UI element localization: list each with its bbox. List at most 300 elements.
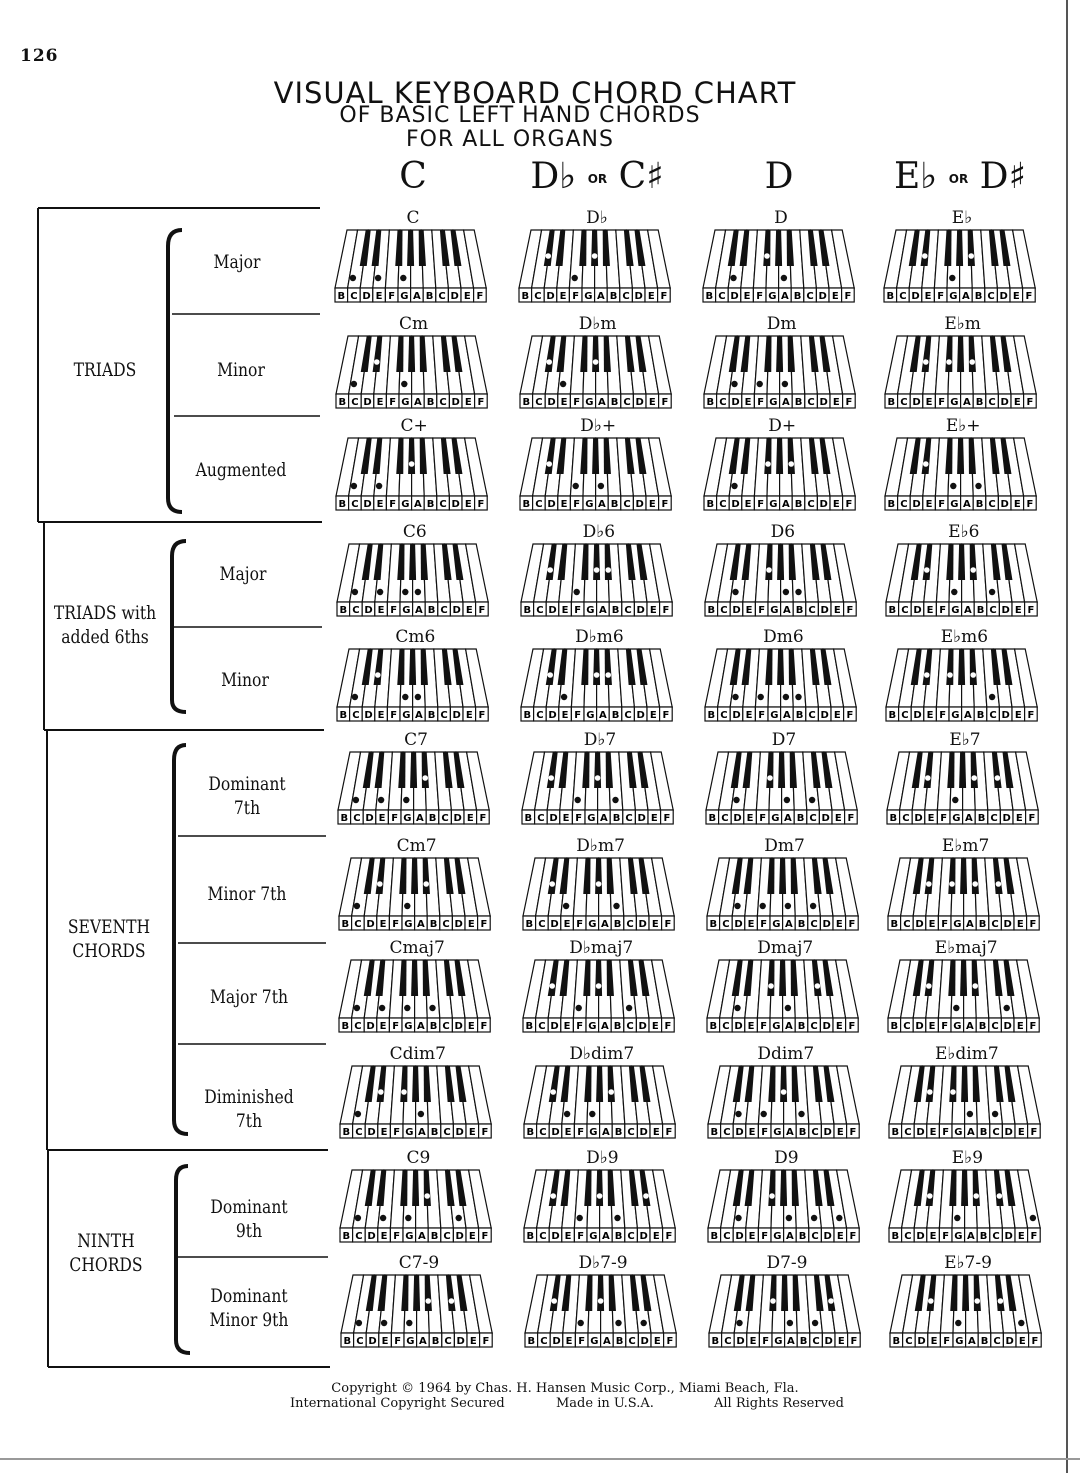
key-letter: A — [781, 397, 790, 408]
key-letter: B — [890, 1021, 899, 1032]
chord-name: E♭maj7 — [934, 938, 998, 958]
black-key — [958, 649, 965, 685]
key-letter: C — [905, 1336, 913, 1347]
key-letter: E — [376, 499, 384, 510]
key-letter: F — [758, 605, 765, 616]
key-letter: F — [574, 605, 581, 616]
key-letter: G — [401, 605, 411, 616]
key-letter: E — [831, 291, 839, 302]
row-label-diminished-7th: Diminished 7th — [204, 1086, 294, 1132]
key-letter: D — [362, 291, 371, 302]
chord-name: E♭m — [944, 314, 981, 334]
key-letter: B — [977, 813, 986, 824]
key-letter: B — [610, 397, 618, 408]
key-letter: B — [524, 813, 533, 824]
black-key — [597, 1275, 604, 1311]
key-letter: G — [588, 1127, 598, 1138]
note-marker — [576, 1005, 582, 1011]
key-letter: B — [977, 710, 985, 721]
chord-diagram — [706, 1148, 866, 1248]
chord-name: C9 — [406, 1148, 431, 1168]
key-letter: A — [419, 1336, 427, 1347]
key-letter: F — [388, 291, 396, 302]
note-marker — [756, 381, 762, 387]
key-letter: E — [564, 1127, 572, 1138]
key-letter: B — [706, 397, 714, 408]
key-letter: D — [548, 605, 557, 616]
key-letter: D — [912, 499, 921, 510]
note-marker — [351, 589, 357, 595]
chord-diagram — [884, 627, 1044, 727]
note-marker — [594, 567, 600, 573]
key-letter: F — [578, 1336, 586, 1347]
chord-name: D♭dim7 — [569, 1044, 635, 1064]
key-letter: E — [379, 1021, 387, 1032]
key-letter: D — [914, 919, 924, 930]
key-letter: E — [1015, 710, 1023, 721]
key-letter: E — [928, 1021, 936, 1032]
key-letter: D — [639, 1231, 649, 1242]
key-letter: E — [465, 605, 473, 616]
note-marker — [927, 1193, 933, 1199]
key-letter: C — [989, 710, 998, 721]
note-marker — [605, 567, 611, 573]
note-marker — [734, 1005, 740, 1011]
key-letter: A — [417, 1021, 425, 1032]
note-marker — [354, 1005, 360, 1011]
note-marker — [926, 983, 932, 989]
key-letter: D — [636, 710, 646, 721]
keyboard-icon — [882, 228, 1042, 308]
note-marker — [787, 1320, 793, 1326]
key-letter: D — [455, 1127, 464, 1138]
keyboard-icon — [339, 1273, 499, 1353]
keyboard-icon — [522, 1064, 682, 1144]
note-marker — [375, 672, 381, 678]
key-letter: B — [797, 919, 805, 930]
key-letter: C — [810, 919, 818, 930]
key-letter: E — [837, 1336, 845, 1347]
key-letter: F — [1030, 1127, 1038, 1138]
key-letter: C — [439, 499, 447, 510]
key-letter: G — [402, 710, 411, 721]
note-marker — [1030, 1215, 1036, 1221]
chord-diagram — [334, 416, 494, 516]
key-letter: B — [980, 1231, 988, 1242]
note-marker — [352, 694, 358, 700]
black-key — [596, 1170, 603, 1206]
key-letter: A — [962, 291, 970, 302]
chord-diagram — [335, 627, 495, 727]
note-marker — [950, 483, 956, 489]
note-marker — [575, 797, 581, 803]
note-marker — [809, 797, 815, 803]
key-letter: D — [818, 291, 827, 302]
note-marker — [730, 275, 736, 281]
chord-name: C7-9 — [398, 1253, 440, 1273]
key-letter: B — [338, 499, 347, 510]
key-letter: B — [975, 397, 983, 408]
key-letter: F — [937, 291, 945, 302]
key-letter: F — [1030, 1231, 1038, 1242]
note-marker — [733, 797, 739, 803]
key-letter: F — [846, 605, 854, 616]
key-main: D — [764, 156, 794, 197]
key-letter: C — [899, 397, 908, 408]
key-letter: C — [723, 1231, 731, 1242]
key-letter: A — [968, 1336, 976, 1347]
note-marker — [417, 1111, 423, 1117]
note-marker — [815, 983, 821, 989]
key-letter: B — [430, 1127, 439, 1138]
key-letter: E — [930, 1231, 937, 1242]
note-marker — [572, 275, 578, 281]
chord-name: D♭7 — [583, 730, 617, 750]
key-letter: D — [911, 291, 920, 302]
key-letter: D — [823, 1127, 832, 1138]
key-alt: D♯ — [979, 156, 1026, 197]
key-letter: C — [356, 1336, 364, 1347]
keyboard-icon — [887, 1168, 1047, 1248]
key-letter: B — [427, 605, 436, 616]
note-marker — [564, 1111, 570, 1117]
note-marker — [559, 381, 565, 387]
key-letter: B — [710, 1231, 719, 1242]
key-letter: G — [950, 605, 960, 616]
key-letter: D — [453, 813, 462, 824]
key-letter: C — [627, 1231, 636, 1242]
key-letter: B — [887, 397, 895, 408]
black-key — [779, 858, 786, 894]
note-marker — [924, 672, 930, 678]
keyboard-icon — [337, 856, 497, 936]
key-letter: E — [562, 813, 570, 824]
black-key — [775, 230, 782, 266]
group-label-ninth: NINTH CHORDS — [69, 1230, 143, 1276]
key-letter: E — [1013, 397, 1021, 408]
chord-name: C+ — [400, 416, 428, 436]
black-key — [595, 858, 602, 894]
key-letter: F — [759, 813, 767, 824]
note-marker — [736, 1215, 742, 1221]
note-marker — [969, 359, 975, 365]
key-letter: B — [889, 813, 898, 824]
key-letter: C — [992, 1231, 1001, 1242]
black-key — [778, 752, 785, 788]
key-letter: F — [389, 499, 397, 510]
chord-diagram — [883, 416, 1043, 516]
key-letter: A — [784, 813, 792, 824]
key-letter: B — [426, 397, 434, 408]
key-letter: B — [613, 919, 621, 930]
chord-diagram — [705, 938, 865, 1038]
key-letter: D — [1004, 1127, 1013, 1138]
key-letter: D — [1003, 919, 1012, 930]
key-letter: B — [428, 710, 436, 721]
note-marker — [374, 359, 380, 365]
key-letter: C — [355, 1231, 363, 1242]
key-letter: F — [391, 813, 399, 824]
keyboard-icon — [333, 228, 493, 308]
key-letter: B — [342, 1127, 350, 1138]
key-letter: A — [785, 1021, 793, 1032]
note-marker — [380, 1215, 386, 1221]
key-letter: G — [584, 397, 594, 408]
note-marker — [759, 903, 765, 909]
key-letter: C — [624, 710, 633, 721]
key-letter: G — [774, 1336, 783, 1347]
key-letter: E — [469, 1231, 477, 1242]
key-letter: B — [888, 605, 896, 616]
key-letter: C — [539, 1231, 547, 1242]
key-letter: D — [548, 710, 558, 721]
key-letter: E — [560, 499, 568, 510]
keyboard-icon — [705, 958, 865, 1038]
key-letter: A — [783, 710, 792, 721]
page-subtitle-2: FOR ALL ORGANS — [406, 127, 614, 152]
key-letter: F — [574, 710, 582, 721]
key-letter: C — [626, 919, 634, 930]
key-letter: F — [662, 605, 670, 616]
note-marker — [353, 797, 359, 803]
black-key — [595, 960, 602, 996]
key-letter: B — [339, 710, 348, 721]
key-letter: B — [980, 1336, 989, 1347]
note-marker — [789, 461, 795, 467]
key-letter: C — [353, 919, 362, 930]
chord-diagram — [882, 208, 1042, 308]
chord-diagram — [517, 208, 677, 308]
note-marker — [1004, 1005, 1010, 1011]
chord-name: E♭+ — [945, 416, 981, 436]
keyboard-icon — [335, 542, 495, 622]
note-marker — [783, 694, 789, 700]
note-marker — [409, 461, 415, 467]
note-marker — [735, 1111, 741, 1117]
key-letter: G — [955, 1336, 964, 1347]
key-letter: F — [390, 605, 397, 616]
key-letter: D — [914, 813, 923, 824]
made-in: Made in U.S.A. — [556, 1396, 654, 1411]
note-marker — [927, 1089, 933, 1095]
key-letter: A — [785, 1127, 794, 1138]
key-letter: E — [565, 1231, 572, 1242]
key-letter: C — [902, 813, 910, 824]
chord-diagram — [519, 522, 679, 622]
key-letter: E — [745, 605, 753, 616]
black-key — [412, 1170, 419, 1206]
key-letter: D — [547, 499, 556, 510]
key-letter: B — [793, 291, 802, 302]
key-letter: F — [481, 1127, 489, 1138]
chord-name: D♭6 — [582, 522, 616, 542]
key-letter: D — [730, 291, 739, 302]
key-letter: A — [598, 499, 606, 510]
key-letter: E — [925, 499, 933, 510]
note-marker — [781, 275, 787, 281]
key-letter: B — [428, 813, 437, 824]
key-letter: D — [363, 499, 372, 510]
key-letter: D — [1001, 605, 1010, 616]
key-letter: B — [521, 291, 530, 302]
note-marker — [968, 253, 974, 259]
keyboard-icon — [888, 1273, 1048, 1353]
key-letter: C — [354, 1021, 362, 1032]
key-letter: D — [639, 1127, 648, 1138]
keyboard-icon — [883, 334, 1043, 414]
key-letter: G — [404, 1021, 413, 1032]
note-marker — [809, 903, 815, 909]
key-letter: E — [836, 1021, 843, 1032]
note-marker — [404, 903, 410, 909]
key-letter: F — [662, 710, 670, 721]
note-marker — [952, 797, 958, 803]
black-key — [592, 438, 599, 474]
key-letter: D — [819, 499, 829, 510]
black-key — [777, 649, 784, 685]
key-letter: F — [477, 397, 484, 408]
key-letter: D — [638, 919, 647, 930]
key-letter: C — [622, 291, 630, 302]
keyboard-icon — [886, 958, 1046, 1038]
key-letter: C — [991, 1021, 999, 1032]
chord-name: C7 — [404, 730, 428, 750]
key-letter: C — [901, 710, 909, 721]
key-letter: G — [950, 499, 959, 510]
key-letter: B — [526, 1231, 535, 1242]
key-letter: D — [736, 1336, 745, 1347]
chord-diagram — [518, 314, 678, 414]
key-letter: E — [749, 1336, 757, 1347]
key-letter: F — [575, 813, 583, 824]
note-marker — [592, 359, 598, 365]
key-letter: F — [756, 291, 764, 302]
note-marker — [950, 1089, 956, 1095]
chord-name: Dmaj7 — [757, 938, 814, 958]
row-label-6ths-major: Major — [219, 563, 267, 585]
keyboard-icon — [518, 334, 678, 414]
key-letter: E — [926, 605, 934, 616]
key-letter: E — [837, 1231, 845, 1242]
chord-diagram — [886, 836, 1046, 936]
chord-diagram — [522, 1044, 682, 1144]
note-marker — [406, 1320, 412, 1326]
key-letter: F — [1029, 919, 1036, 930]
note-marker — [353, 903, 359, 909]
key-letter: F — [572, 291, 580, 302]
chord-diagram — [521, 938, 681, 1038]
key-letter: F — [1028, 813, 1036, 824]
key-letter: G — [769, 605, 779, 616]
note-marker — [595, 775, 601, 781]
key-letter: F — [660, 291, 668, 302]
note-marker — [796, 694, 802, 700]
key-letter: F — [665, 1231, 673, 1242]
key-letter: B — [711, 1336, 720, 1347]
note-marker — [626, 1005, 632, 1011]
key-letter: E — [466, 710, 474, 721]
chord-name: E♭7-9 — [944, 1253, 992, 1273]
note-marker — [995, 881, 1001, 887]
key-letter: E — [746, 710, 753, 721]
key-letter: D — [451, 397, 460, 408]
note-marker — [401, 1089, 407, 1095]
keyboard-icon — [704, 750, 864, 830]
key-letter: B — [976, 605, 985, 616]
page-number: 126 — [20, 46, 59, 66]
note-marker — [612, 797, 618, 803]
chord-diagram — [520, 730, 680, 830]
key-letter: A — [598, 605, 607, 616]
page-subtitle-1: OF BASIC LEFT HAND CHORDS — [339, 103, 701, 128]
note-marker — [449, 1298, 455, 1304]
key-letter: D — [731, 499, 740, 510]
key-letter: D — [364, 605, 373, 616]
key-letter: B — [340, 813, 349, 824]
group-label-seventh: SEVENTH CHORDS — [67, 916, 151, 962]
key-letter: F — [845, 397, 852, 408]
note-marker — [734, 903, 740, 909]
chord-name: E♭m6 — [940, 627, 989, 647]
chord-diagram — [704, 730, 864, 830]
key-letter: C — [811, 1127, 819, 1138]
key-letter: E — [464, 397, 472, 408]
note-marker — [456, 1215, 462, 1221]
keyboard-icon — [337, 958, 497, 1038]
note-marker — [577, 1215, 583, 1221]
note-marker — [400, 275, 406, 281]
key-letter: B — [705, 291, 714, 302]
key-letter: B — [612, 710, 620, 721]
chord-name: Cm — [399, 314, 429, 334]
key-letter: D — [638, 1021, 648, 1032]
black-key — [960, 858, 967, 894]
key-letter: A — [781, 291, 789, 302]
key-letter: A — [787, 1336, 795, 1347]
chord-diagram — [883, 314, 1043, 414]
black-key — [776, 336, 783, 372]
key-letter: A — [601, 1127, 610, 1138]
key-letter: D — [454, 919, 463, 930]
key-letter: C — [444, 1336, 452, 1347]
keyboard-icon — [702, 334, 862, 414]
keyboard-icon — [887, 1064, 1047, 1144]
key-letter: C — [899, 291, 907, 302]
key-letter: C — [808, 605, 816, 616]
chord-diagram — [701, 208, 861, 308]
key-letter: C — [627, 1127, 635, 1138]
key-letter: B — [892, 1336, 901, 1347]
key-letter: C — [537, 813, 545, 824]
key-letter: F — [1029, 1021, 1037, 1032]
note-marker — [595, 881, 601, 887]
keyboard-icon — [336, 750, 496, 830]
key-letter: C — [806, 291, 814, 302]
row-label-major-7th: Major 7th — [209, 986, 289, 1008]
key-letter: F — [845, 499, 853, 510]
key-letter: B — [710, 1127, 718, 1138]
key-letter: D — [1004, 1231, 1014, 1242]
key-letter: B — [339, 605, 347, 616]
note-marker — [404, 1005, 410, 1011]
keyboard-icon — [334, 334, 494, 414]
key-letter: G — [589, 1231, 598, 1242]
black-key — [779, 960, 786, 996]
key-letter: C — [623, 397, 631, 408]
key-letter: B — [609, 291, 618, 302]
key-letter: B — [707, 605, 715, 616]
key-letter: C — [626, 1021, 634, 1032]
